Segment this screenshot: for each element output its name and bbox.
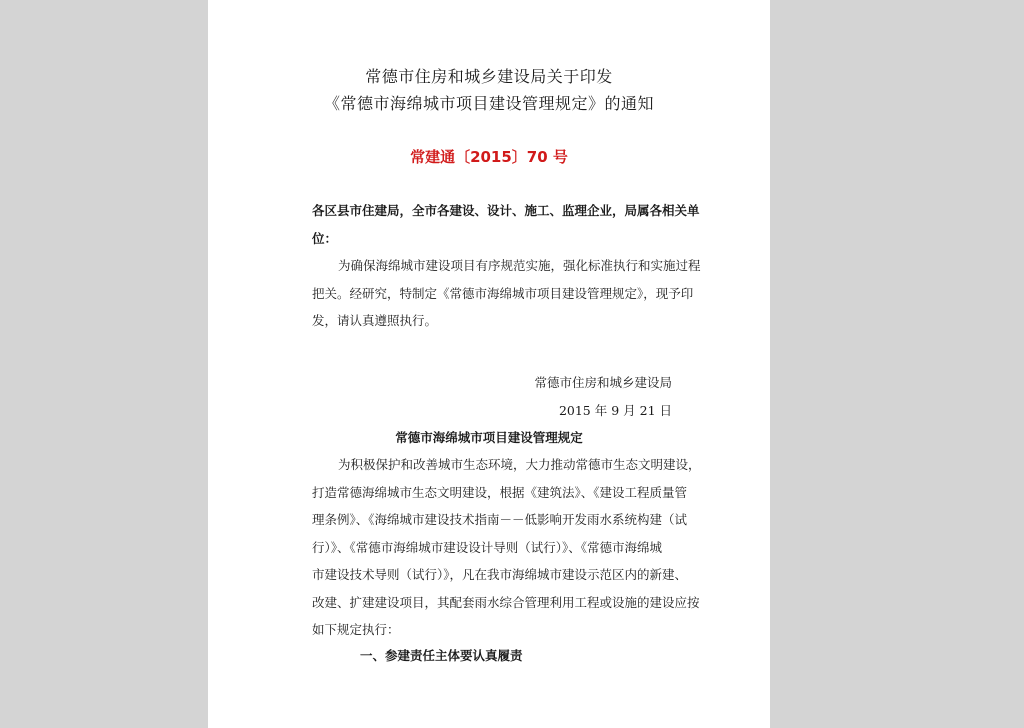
attachment-paragraph-line: 改建、扩建建设项目，其配套雨水综合管理利用工程或设施的建设应按 [312, 595, 700, 610]
signature-date: 2015 年 9 月 21 日 [558, 403, 672, 418]
addressee-line-2: 位： [312, 231, 338, 246]
document-number: 常建通〔2015〕70 号 [410, 148, 568, 166]
attachment-paragraph-line: 市建设技术导则（试行）》，凡在我市海绵城市建设示范区内的新建、 [312, 567, 688, 582]
body-paragraph-line: 为确保海绵城市建设项目有序规范实施，强化标准执行和实施过程 [338, 258, 701, 273]
body-paragraph-line: 发，请认真遵照执行。 [312, 313, 438, 328]
attachment-paragraph-line: 打造常德海绵城市生态文明建设，根据《建筑法》、《建设工程质量管 [312, 485, 688, 500]
attachment-paragraph-line: 行）》、《常德市海绵城市建设设计导则（试行）》、《常德市海绵城 [312, 540, 663, 555]
attachment-title: 常德市海绵城市项目建设管理规定 [395, 430, 583, 445]
body-paragraph-line: 把关。经研究，特制定《常德市海绵城市项目建设管理规定》，现予印 [312, 286, 694, 301]
notice-title-line-2: 《常德市海绵城市项目建设管理规定》的通知 [323, 94, 654, 113]
attachment-paragraph-line: 为积极保护和改善城市生态环境，大力推动常德市生态文明建设， [338, 457, 701, 472]
addressee-line-1: 各区县市住建局，全市各建设、设计、施工、监理企业，局属各相关单 [312, 203, 700, 218]
signature-organization: 常德市住房和城乡建设局 [534, 375, 672, 390]
notice-title-line-1: 常德市住房和城乡建设局关于印发 [365, 67, 613, 86]
document-page [208, 0, 770, 728]
attachment-paragraph-line: 如下规定执行： [312, 622, 400, 637]
attachment-paragraph-line: 理条例》、《海绵城市建设技术指南－－低影响开发雨水系统构建（试 [312, 512, 688, 527]
section-heading: 一、参建责任主体要认真履责 [360, 648, 523, 663]
